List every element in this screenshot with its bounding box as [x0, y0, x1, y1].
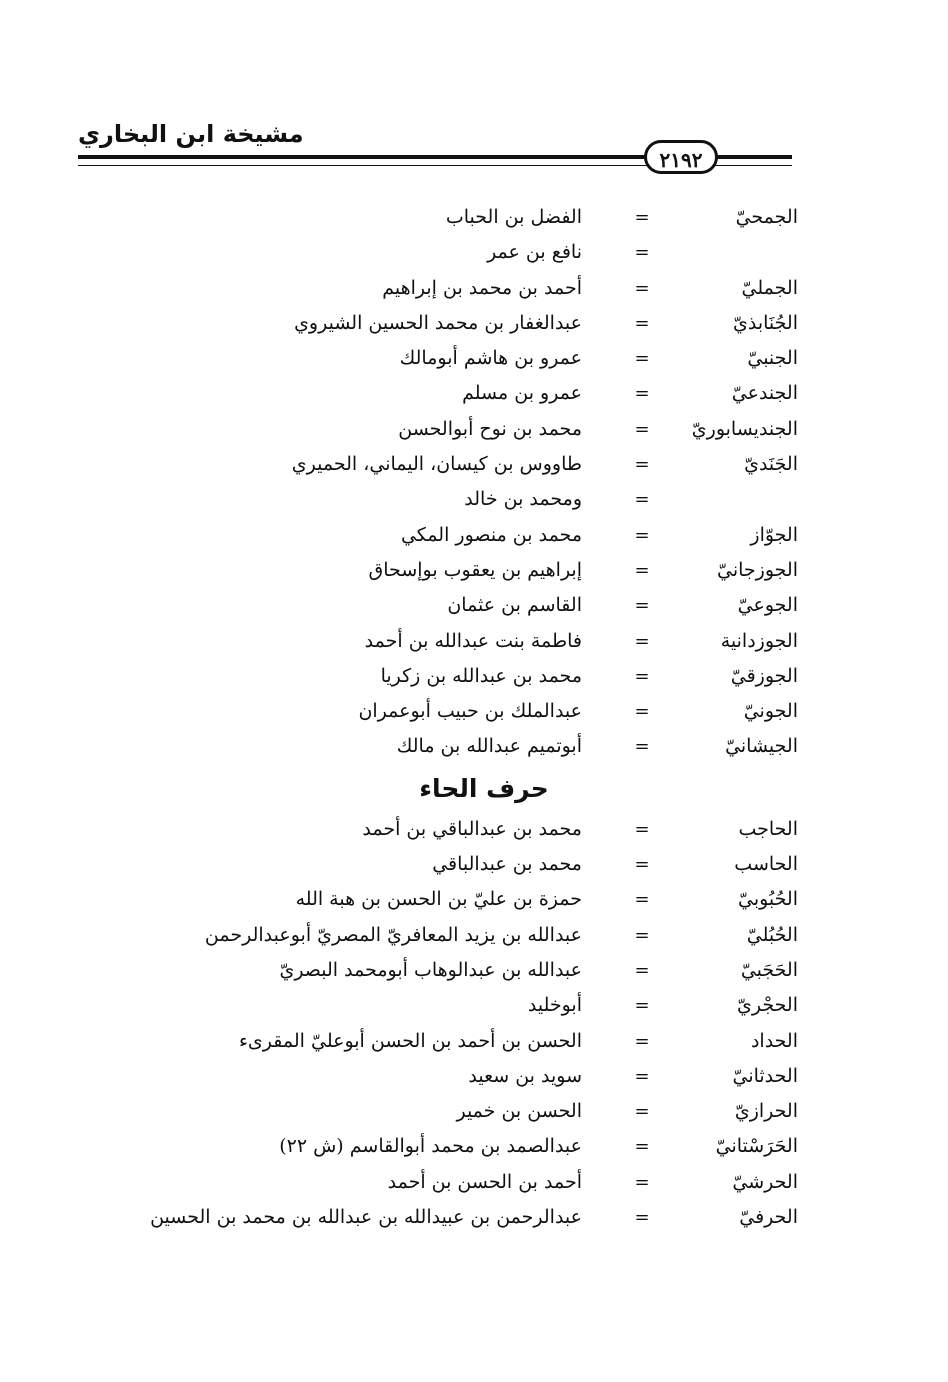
entry-row	[0, 918, 948, 953]
page-number: ٢١٩٢	[644, 140, 718, 174]
entry-nisba: الحداد	[750, 1029, 798, 1052]
entry-equals: =	[634, 312, 650, 334]
entry-equals: =	[634, 1136, 650, 1158]
entry-nisba: الحاجب	[738, 817, 798, 840]
entry-full-name: أبوخليد	[527, 994, 582, 1017]
entry-nisba: الجنديسابوريّ	[691, 417, 798, 440]
entry-nisba: الجوّاز	[750, 523, 798, 546]
entry-equals: =	[634, 959, 650, 981]
entry-row	[0, 271, 948, 306]
entries-group-jim	[0, 200, 948, 765]
entry-full-name: الحسن بن أحمد بن الحسن أبوعليّ المقرىء	[238, 1029, 582, 1052]
entry-full-name: عمرو بن مسلم	[462, 382, 582, 405]
entry-full-name: عبدالله بن يزيد المعافريّ المصريّ أبوعبدالرحمن	[204, 923, 582, 946]
entry-row	[0, 588, 948, 623]
entry-row	[0, 1059, 948, 1094]
entry-row	[0, 1200, 948, 1235]
entry-nisba: الجنبيّ	[747, 347, 798, 370]
entry-row	[0, 1129, 948, 1164]
entry-equals: =	[634, 1207, 650, 1229]
section-heading: حرف الحاء	[419, 773, 549, 803]
entry-row	[0, 376, 948, 411]
entry-row	[0, 694, 948, 729]
entry-full-name: أحمد بن محمد بن إبراهيم	[382, 276, 582, 299]
entry-equals: =	[634, 854, 650, 876]
entry-equals: =	[634, 1030, 650, 1052]
entry-nisba: الحُبُليّ	[746, 923, 798, 946]
entry-full-name: ومحمد بن خالد	[464, 488, 582, 511]
entry-row	[0, 953, 948, 988]
entry-row	[0, 882, 948, 917]
entry-nisba: الجوعيّ	[737, 594, 798, 617]
entry-equals: =	[634, 701, 650, 723]
entry-row	[0, 847, 948, 882]
entry-nisba: الجونيّ	[743, 700, 798, 723]
entry-equals: =	[634, 454, 650, 476]
entry-full-name: محمد بن عبدالله بن زكريا	[380, 664, 582, 687]
entry-nisba: الحدثانيّ	[732, 1064, 798, 1087]
entry-row	[0, 1094, 948, 1129]
entry-full-name: طاووس بن كيسان، اليماني، الحميري	[291, 453, 582, 476]
entry-equals: =	[634, 559, 650, 581]
entry-nisba: الجيشانيّ	[725, 735, 798, 758]
entry-nisba: الجَنَديّ	[744, 453, 798, 476]
entry-row	[0, 553, 948, 588]
entry-equals: =	[634, 524, 650, 546]
entry-full-name: محمد بن عبدالباقي بن أحمد	[362, 817, 582, 840]
entry-equals: =	[634, 889, 650, 911]
entry-equals: =	[634, 1101, 650, 1123]
entry-full-name: محمد بن منصور المكي	[400, 523, 582, 546]
entry-row	[0, 341, 948, 376]
entry-full-name: فاطمة بنت عبدالله بن أحمد	[364, 629, 582, 652]
entry-nisba: الحاسب	[734, 853, 798, 876]
entry-full-name: عبدالملك بن حبيب أبوعمران	[358, 700, 582, 723]
entry-nisba: الجوزقيّ	[730, 664, 798, 687]
entry-nisba: الحُبُوبيّ	[737, 888, 798, 911]
entry-equals: =	[634, 924, 650, 946]
entry-equals: =	[634, 1171, 650, 1193]
entry-equals: =	[634, 242, 650, 264]
entry-nisba: الجمليّ	[741, 276, 798, 299]
entry-row	[0, 624, 948, 659]
entry-equals: =	[634, 665, 650, 687]
entries-list	[0, 200, 948, 1235]
entry-full-name: عبدالغفار بن محمد الحسين الشيروي	[294, 311, 582, 334]
entry-equals: =	[634, 736, 650, 758]
entry-full-name: عبدالرحمن بن عبيدالله بن عبدالله بن محمد بن الحسين	[150, 1206, 582, 1229]
entry-nisba: الجُنَابذيّ	[733, 311, 798, 334]
entry-nisba: الجوزدانية	[720, 629, 798, 652]
entry-full-name: الفضل بن الحباب	[445, 206, 582, 228]
entry-row	[0, 729, 948, 764]
entry-equals: =	[634, 595, 650, 617]
entry-row	[0, 812, 948, 847]
entry-full-name: عبدالله بن عبدالوهاب أبومحمد البصريّ	[279, 958, 582, 981]
entry-row	[0, 447, 948, 482]
entry-full-name: عمرو بن هاشم أبومالك	[399, 347, 582, 370]
entry-row	[0, 235, 948, 270]
entry-equals: =	[634, 489, 650, 511]
entry-equals: =	[634, 383, 650, 405]
entry-equals: =	[634, 418, 650, 440]
entry-row	[0, 659, 948, 694]
entry-row	[0, 518, 948, 553]
entry-nisba: الحجْريّ	[737, 994, 798, 1017]
entry-full-name: القاسم بن عثمان	[447, 594, 582, 617]
entry-nisba: الجوزجانيّ	[717, 558, 798, 581]
entry-equals: =	[634, 995, 650, 1017]
entry-full-name: سويد بن سعيد	[468, 1064, 582, 1087]
entry-nisba: الحرشيّ	[732, 1170, 798, 1193]
entry-full-name: نافع بن عمر	[487, 241, 582, 264]
entry-row	[0, 1165, 948, 1200]
entry-nisba: الحرازيّ	[734, 1100, 798, 1123]
entry-full-name: الحسن بن خمير	[456, 1100, 582, 1123]
entry-equals: =	[634, 277, 650, 299]
entry-row	[0, 412, 948, 447]
entry-nisba: الجمحيّ	[735, 206, 798, 228]
entry-equals: =	[634, 630, 650, 652]
entry-row	[0, 1024, 948, 1059]
entry-equals: =	[634, 818, 650, 840]
entry-row	[0, 306, 948, 341]
entry-full-name: أحمد بن الحسن بن أحمد	[387, 1170, 582, 1193]
entry-full-name: محمد بن عبدالباقي	[432, 853, 582, 876]
entry-nisba: الحَجَبيّ	[740, 958, 798, 981]
entry-row	[0, 200, 948, 235]
entry-equals: =	[634, 348, 650, 370]
entry-equals: =	[634, 207, 650, 228]
entry-full-name: حمزة بن عليّ بن الحسن بن هبة الله	[295, 888, 582, 911]
book-title: مشيخة ابن البخاري	[78, 120, 304, 148]
entry-full-name: عبدالصمد بن محمد أبوالقاسم (ش ٢٢)	[279, 1135, 582, 1158]
entry-nisba: الجندعيّ	[731, 382, 798, 405]
entry-full-name: أبوتميم عبدالله بن مالك	[396, 735, 582, 758]
entry-row	[0, 988, 948, 1023]
entry-nisba: الحَرَسْتانيّ	[715, 1135, 798, 1158]
entry-row	[0, 482, 948, 517]
entry-equals: =	[634, 1065, 650, 1087]
entries-group-ha	[0, 812, 948, 1236]
page-header	[78, 110, 792, 190]
entry-full-name: محمد بن نوح أبوالحسن	[398, 417, 582, 440]
entry-nisba: الحرفيّ	[739, 1206, 798, 1229]
entry-full-name: إبراهيم بن يعقوب بوإسحاق	[368, 558, 582, 581]
